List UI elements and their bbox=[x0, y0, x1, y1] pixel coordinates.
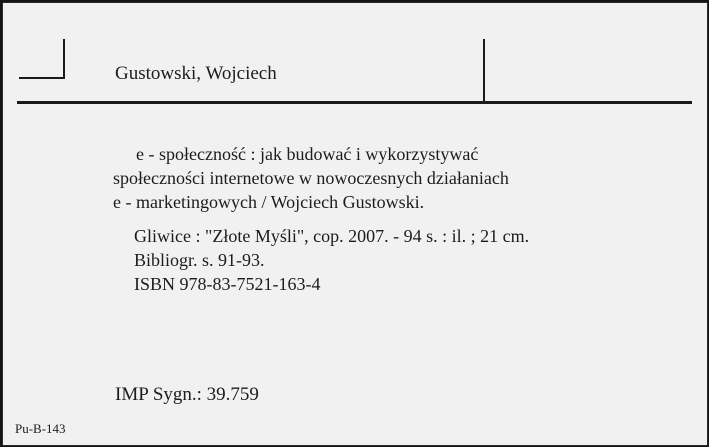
isbn-line: ISBN 978-83-7521-163-4 bbox=[134, 274, 321, 294]
call-number: IMP Sygn.: 39.759 bbox=[115, 384, 259, 405]
author-heading: Gustowski, Wojciech bbox=[115, 63, 277, 84]
title-line-3: e - marketingowych / Wojciech Gustowski. bbox=[113, 192, 425, 212]
vertical-divider bbox=[483, 39, 485, 101]
title-line-1: e - społeczność : jak budować i wykorzystywać bbox=[136, 144, 479, 164]
title-line-2: społeczności internetowe w nowoczesnych działaniach bbox=[113, 168, 509, 188]
bibliography-note: Bibliogr. s. 91-93. bbox=[134, 250, 265, 270]
corner-bracket-mark bbox=[19, 39, 65, 79]
catalog-card bbox=[2, 2, 708, 446]
header-rule bbox=[17, 101, 692, 104]
publication-line: Gliwice : "Złote Myśli", cop. 2007. - 94 s. : il. ; 21 cm. bbox=[134, 226, 530, 246]
card-code: Pu-B-143 bbox=[15, 421, 66, 436]
